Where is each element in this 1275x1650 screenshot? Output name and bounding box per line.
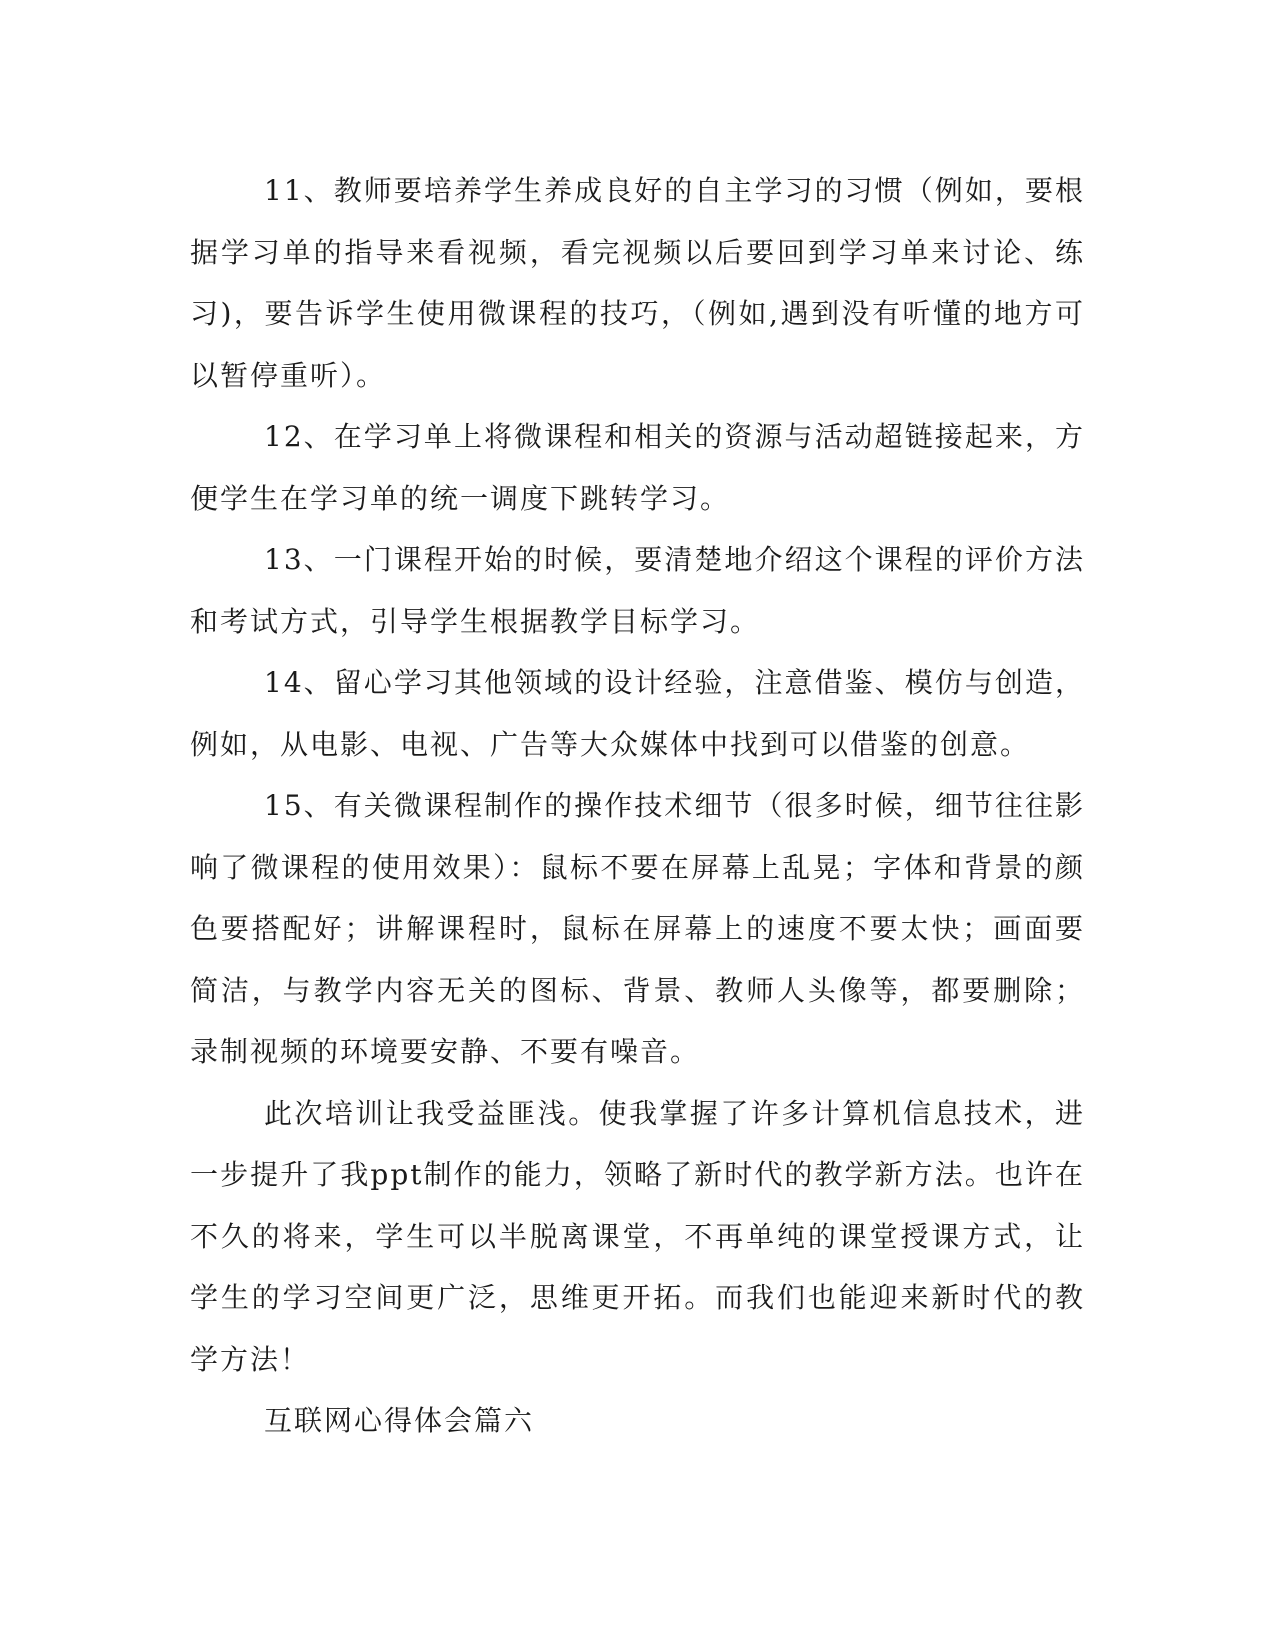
paragraph-14: 14、留心学习其他领域的设计经验，注意借鉴、模仿与创造，例如，从电影、电视、广告等大众媒体中找到可以借鉴的创意。: [190, 666, 1085, 761]
paragraph-13: 13、一门课程开始的时候，要清楚地介绍这个课程的评价方法和考试方式，引导学生根据教学目标学习。: [190, 543, 1085, 638]
paragraph-12: 12、在学习单上将微课程和相关的资源与活动超链接起来，方便学生在学习单的统一调度下跳转学习。: [190, 420, 1085, 515]
section-heading: 互联网心得体会篇六: [264, 1404, 535, 1437]
paragraph-15: 15、有关微课程制作的操作技术细节（很多时候，细节往往影响了微课程的使用效果）：鼠标不要在屏幕上乱晃；字体和背景的颜色要搭配好；讲解课程时，鼠标在屏幕上的速度不要太快；画面要简洁，与教学内容无关的图标、背景、教师人头像等，都要删除；录制视频的环境要安静、不要有噪音。: [190, 789, 1085, 1068]
paragraph-11: 11、教师要培养学生养成良好的自主学习的习惯（例如，要根据学习单的指导来看视频，看完视频以后要回到学习单来讨论、练习)，要告诉学生使用微课程的技巧，（例如,遇到没有听懂的地方可以暂停重听）。: [190, 174, 1085, 392]
paragraph-summary: 此次培训让我受益匪浅。使我掌握了许多计算机信息技术，进一步提升了我ppt制作的能力，领略了新时代的教学新方法。也许在不久的将来，学生可以半脱离课堂，不再单纯的课堂授课方式，让学生的学习空间更广泛，思维更开拓。而我们也能迎来新时代的教学方法！: [190, 1096, 1085, 1376]
document-body: [190, 160, 1085, 1452]
